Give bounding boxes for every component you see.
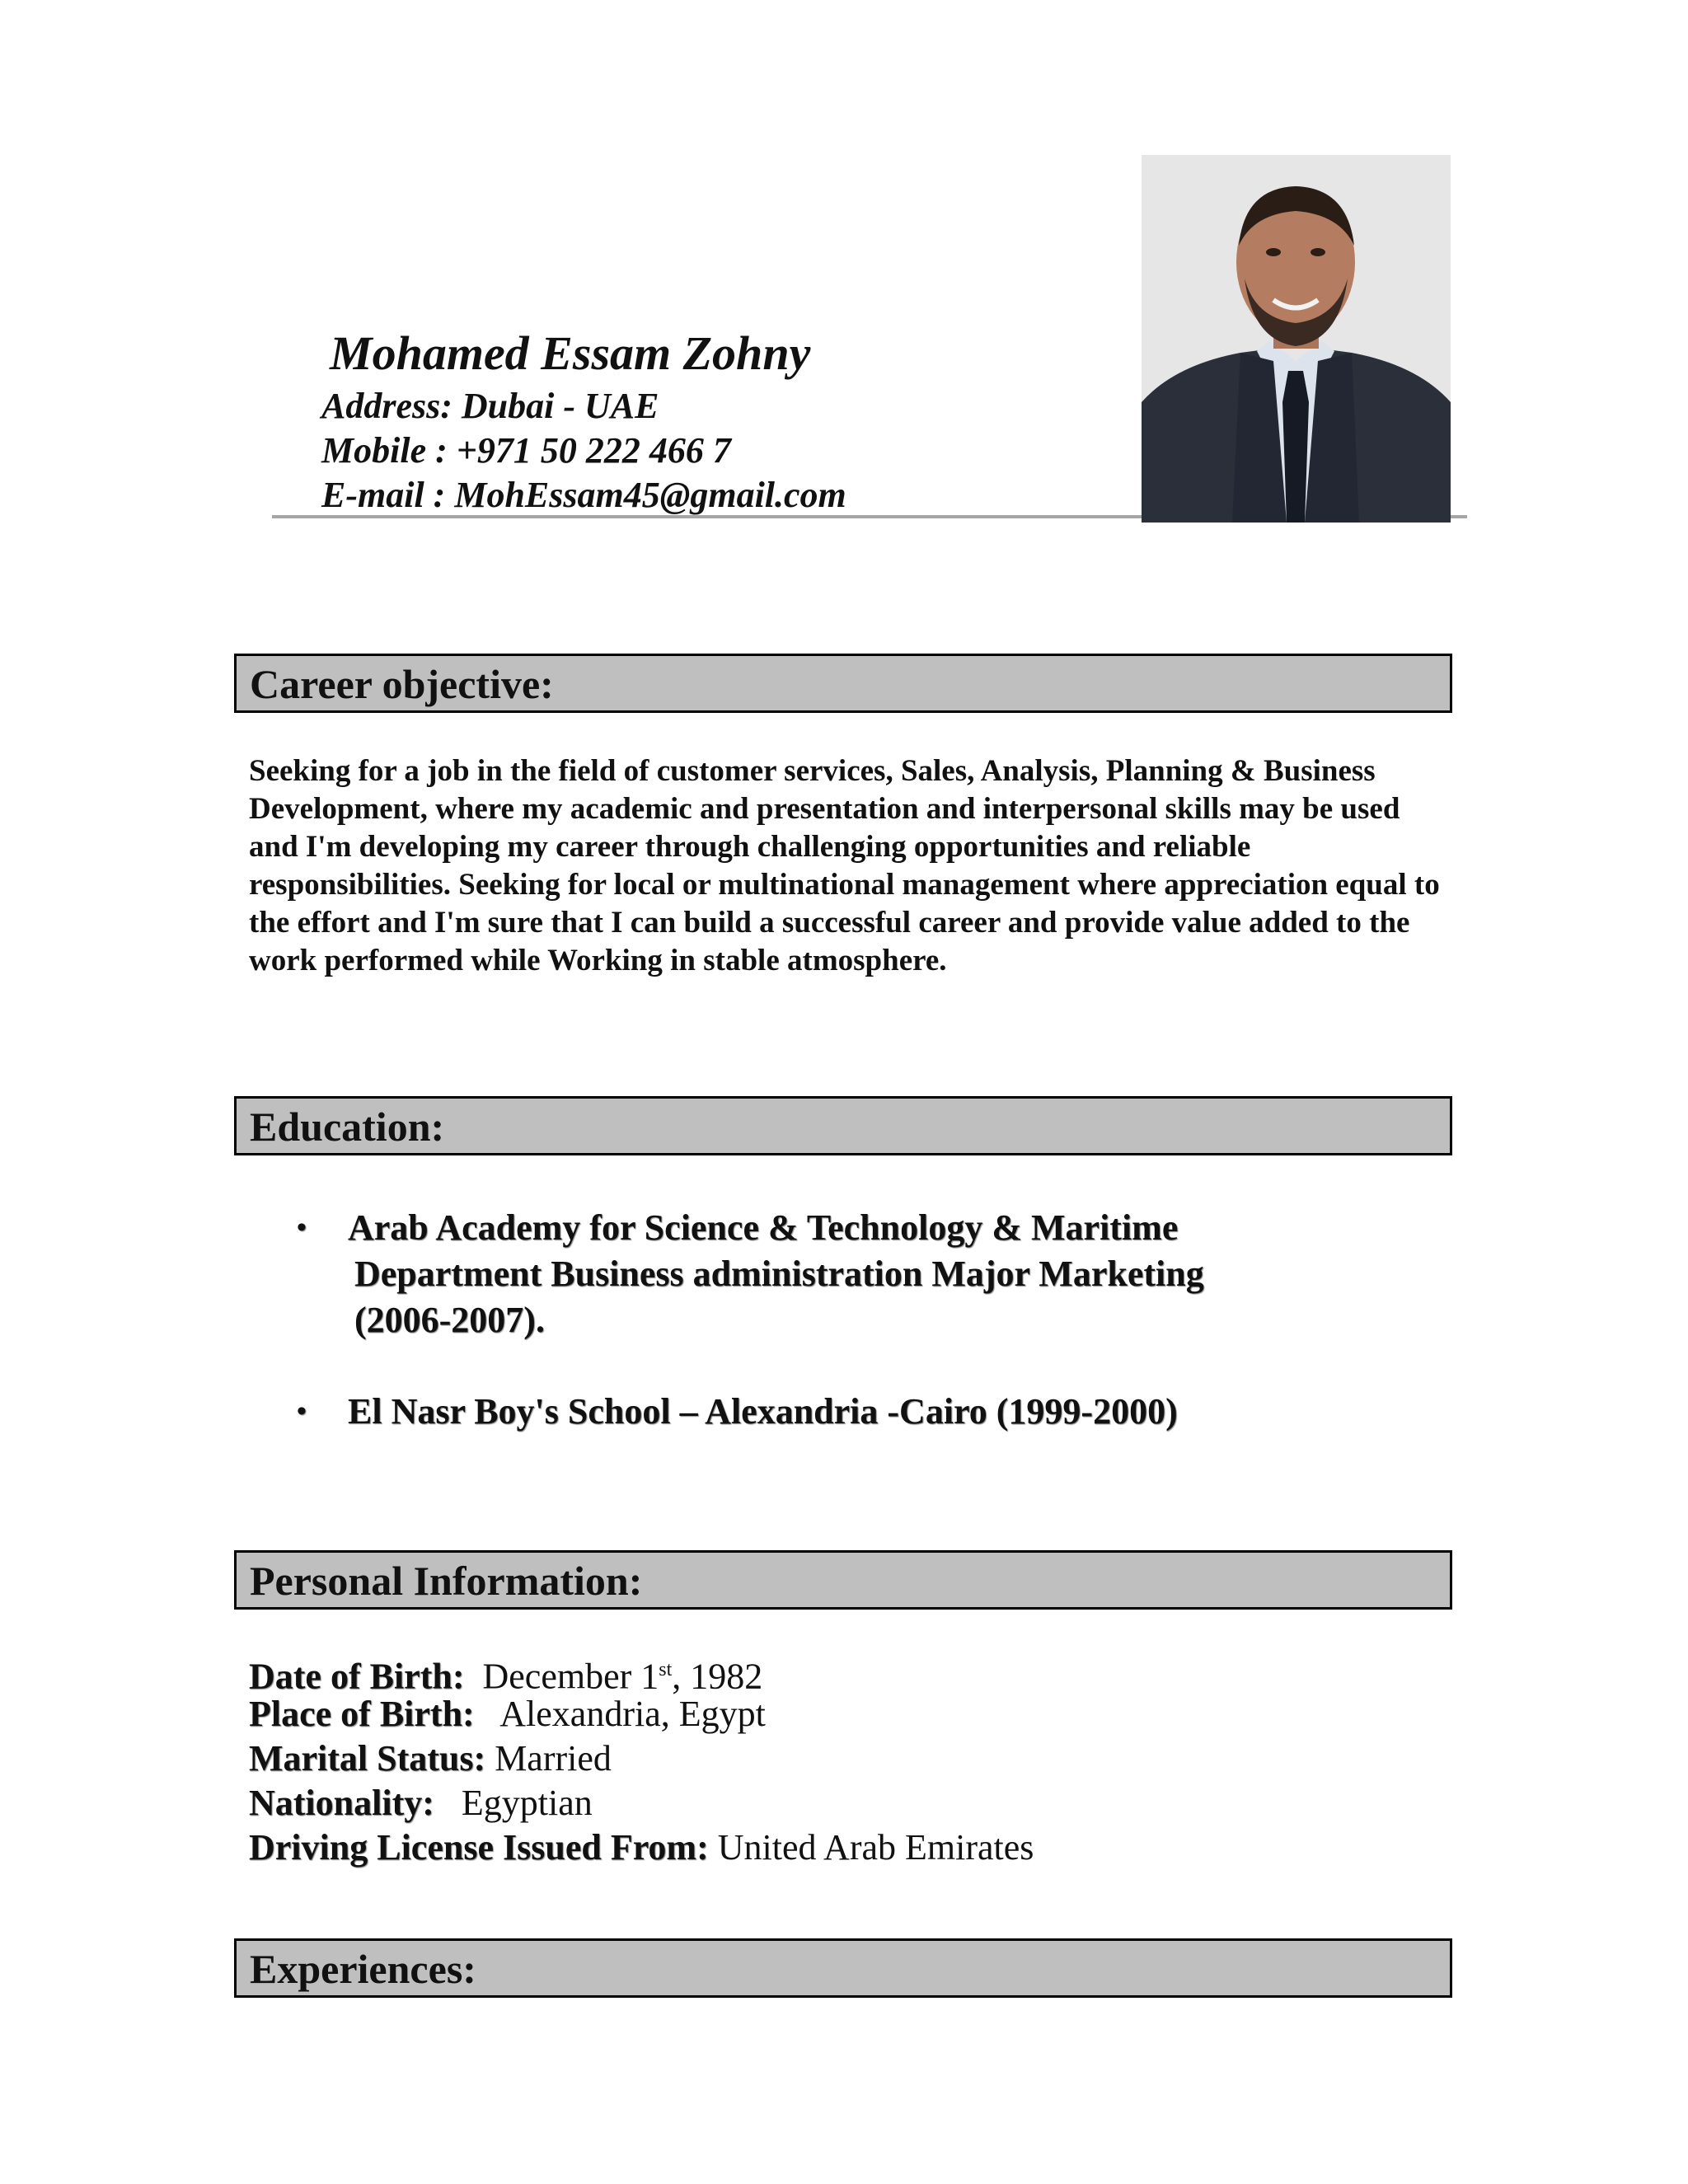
info-label: Marital Status:: [249, 1738, 486, 1779]
career-objective-text: Seeking for a job in the field of customer services, Sales, Analysis, Planning & Business Development, where my academic and presentation and interpersonal skills may be used and I'm developing my career through challenging opportunities and reliable responsibilities. Seeking for local or multinational management where appreciation equal to the effort and I'm sure that I can build a successful career and provide value added to the work performed while Working in stable atmosphere.: [249, 754, 1440, 977]
info-value: Married: [495, 1738, 612, 1779]
section-career-objective-header: Career objective:: [234, 654, 1452, 713]
bullet-icon: •: [297, 1212, 307, 1243]
info-value: Alexandria, Egypt: [499, 1694, 766, 1734]
info-value: Egyptian: [461, 1783, 593, 1823]
info-label: Date of Birth:: [249, 1656, 465, 1697]
info-row-driving-license: [249, 1825, 1034, 1870]
section-personal-information-header: Personal Information:: [234, 1550, 1452, 1610]
profile-photo: [1142, 155, 1451, 523]
section-education-header: Education:: [234, 1096, 1452, 1155]
info-value-suffix: , 1982: [672, 1656, 763, 1697]
candidate-name: Mohamed Essam Zohny: [330, 326, 811, 380]
info-value: December 1: [482, 1656, 659, 1697]
education-item-line: Arab Academy for Science & Technology & Maritime: [348, 1207, 1179, 1248]
info-label: Driving License Issued From:: [249, 1827, 709, 1868]
education-item-line: El Nasr Boy's School – Alexandria -Cairo (1999-2000): [348, 1391, 1178, 1432]
info-label: Nationality:: [249, 1783, 434, 1823]
email-line: E-mail : MohEssam45@gmail.com: [321, 475, 846, 515]
info-row-place-of-birth: [249, 1692, 766, 1736]
bullet-icon: •: [297, 1396, 307, 1427]
info-row-marital-status: [249, 1736, 612, 1781]
info-row-nationality: [249, 1781, 593, 1825]
section-experiences-header: Experiences:: [234, 1938, 1452, 1998]
address-line: Address: Dubai - UAE: [321, 386, 659, 426]
education-item-line: Department Business administration Major Marketing: [354, 1254, 1204, 1294]
info-label: Place of Birth:: [249, 1694, 475, 1734]
info-value: United Arab Emirates: [717, 1827, 1034, 1868]
info-value-superscript: st: [659, 1659, 673, 1680]
mobile-line: Mobile : +971 50 222 466 7: [321, 430, 731, 471]
education-item-line: (2006-2007).: [354, 1300, 545, 1340]
